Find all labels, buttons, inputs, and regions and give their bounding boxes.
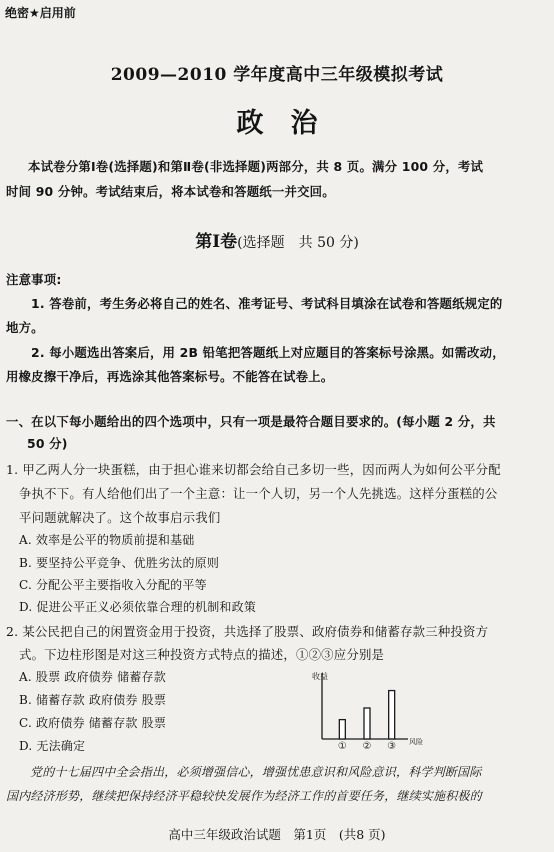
chart-bar-3 — [389, 691, 395, 739]
chart-x-label: 风险 — [409, 738, 423, 746]
section-1-title-main: 第Ⅰ卷 — [195, 232, 238, 252]
subject-title: 政 治 — [236, 108, 318, 139]
part-1-instruction-line-2: 50 分) — [27, 436, 68, 451]
q1-option-d: D. 促进公平正义必须依靠合理的机制和政策 — [19, 600, 257, 614]
q2-option-c: C. 政府债券 储蓄存款 股票 — [19, 716, 167, 730]
note-2-line-2: 用橡皮擦干净后，再选涂其他答案标号。不能答在试卷上。 — [6, 369, 334, 384]
chart-bar-1 — [339, 720, 345, 739]
q2-bar-chart-svg — [312, 667, 423, 752]
q2-stem-line-2: 式。下边柱形图是对这三种投资方式特点的描述，①②③应分别是 — [19, 647, 385, 662]
note-1-line-1: 1. 答卷前，考生务必将自己的姓名、准考证号、考试科目填涂在试卷和答题纸规定的 — [31, 296, 503, 311]
chart-category-label-1: ① — [337, 741, 347, 752]
q2-option-b: B. 储蓄存款 政府债券 股票 — [19, 693, 167, 707]
q1-option-c: C. 分配公平主要指收入分配的平等 — [19, 578, 207, 592]
q1-stem-line-2: 争执不下。有人给他们出了一个主意：让一个人切，另一个人先挑选。这样分蛋糕的公 — [19, 486, 498, 501]
part-1-instruction-line-1: 一、在以下每小题给出的四个选项中，只有一项是最符合题目要求的。(每小题 2 分，共 — [6, 414, 496, 429]
section-1-title-sub: (选择题 共 50 分) — [237, 235, 359, 251]
q1-option-b: B. 要坚持公平竞争、优胜劣汰的原则 — [19, 556, 220, 570]
confidential-label: 绝密★启用前 — [5, 6, 76, 20]
q2-option-a: A. 股票 政府债券 储蓄存款 — [19, 670, 166, 684]
section-1-title — [0, 227, 554, 252]
passage-line-2: 国内经济形势，继续把保持经济平稳较快发展作为经济工作的首要任务，继续实施积极的 — [6, 789, 482, 803]
q1-option-a: A. 效率是公平的物质前提和基础 — [19, 533, 195, 547]
chart-bar-2 — [364, 708, 370, 739]
intro-line-2: 时间 90 分钟。考试结束后，将本试卷和答题纸一并交回。 — [6, 184, 335, 199]
note-1-line-2: 地方。 — [6, 320, 44, 335]
notes-heading: 注意事项: — [6, 272, 62, 287]
chart-category-label-3: ③ — [387, 741, 397, 752]
q1-stem-line-1: 1. 甲乙两人分一块蛋糕，由于担心谁来切都会给自己多切一些，因而两人为如何公平分配 — [6, 462, 501, 477]
note-2-line-1: 2. 每小题选出答案后，用 2B 铅笔把答题纸上对应题目的答案标号涂黑。如需改动， — [31, 345, 505, 360]
q1-stem-line-3: 平问题就解决了。这个故事启示我们 — [19, 510, 221, 525]
q2-stem-line-1: 2. 某公民把自己的闲置资金用于投资，共选择了股票、政府债券和储蓄存款三种投资方 — [6, 624, 489, 639]
chart-y-label: 收益 — [312, 672, 328, 681]
exam-title: 2009—2010 学年度高中三年级模拟考试 — [110, 65, 444, 85]
q2-option-d: D. 无法确定 — [19, 739, 86, 753]
chart-category-label-2: ② — [362, 741, 372, 752]
page-footer: 高中三年级政治试题 第1页 (共8 页) — [168, 827, 386, 842]
intro-line-1: 本试卷分第Ⅰ卷(选择题)和第Ⅱ卷(非选择题)两部分，共 8 页。满分 100 分，考试 — [28, 159, 484, 174]
q2-bar-chart — [312, 667, 423, 752]
passage-line-1: 党的十七届四中全会指出，必须增强信心，增强忧患意识和风险意识，科学判断国际 — [30, 765, 482, 779]
